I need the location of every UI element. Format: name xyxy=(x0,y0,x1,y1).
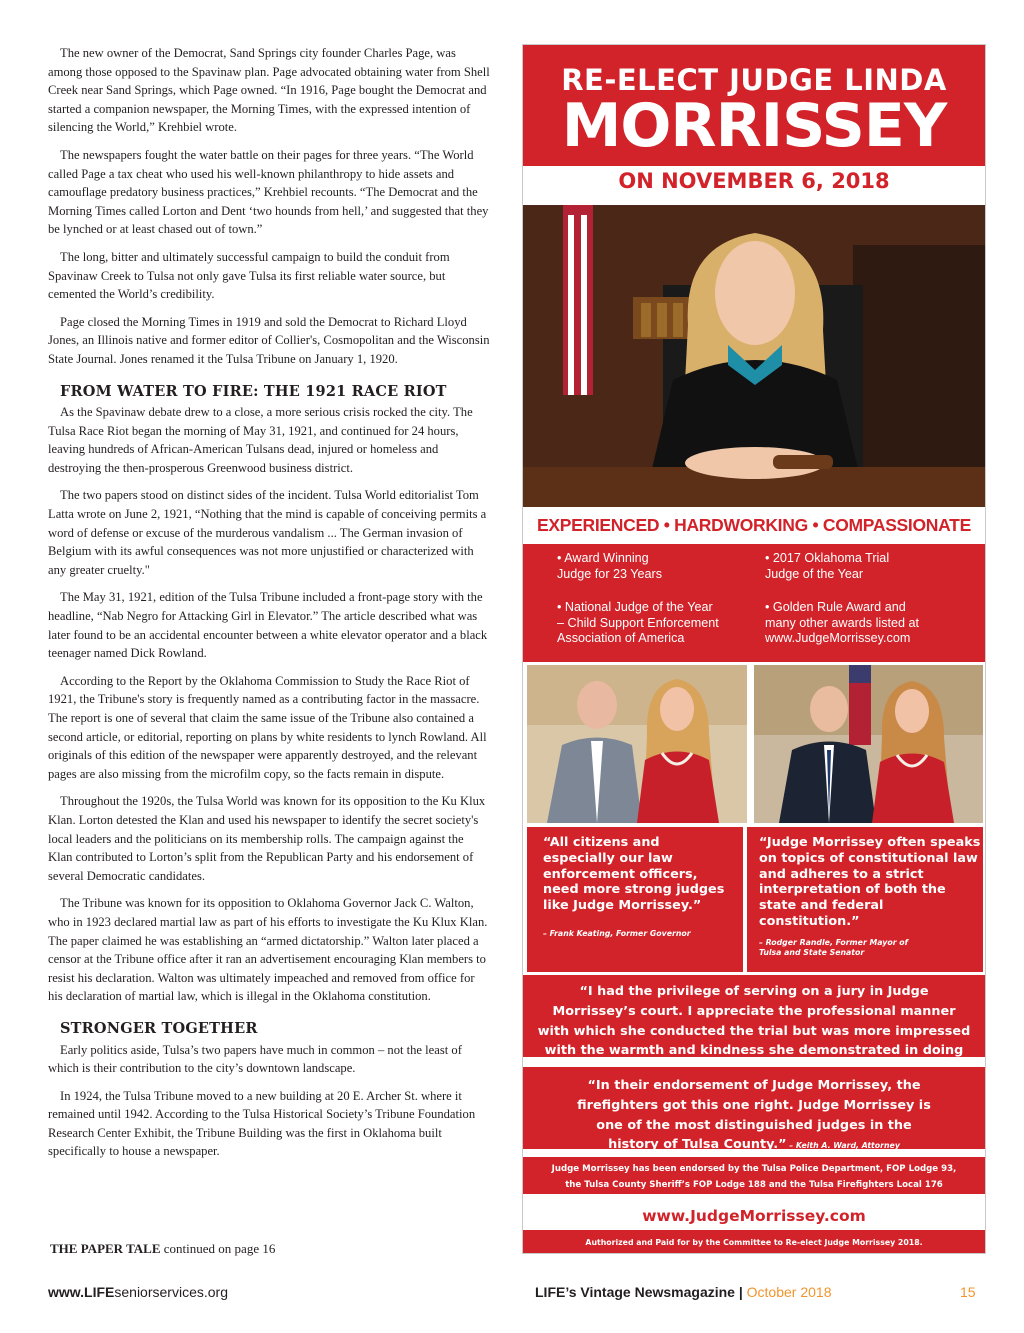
quote-box-randle xyxy=(747,827,983,972)
credential-item: • National Judge of the Year – Child Support Enforcement Association of America xyxy=(557,600,719,646)
campaign-advertisement xyxy=(522,44,986,1254)
quote-text: “All citizens and especially our law enforcement officers, need more strong judges like Judge Morrissey.” xyxy=(543,835,725,914)
article-paragraph: Early politics aside, Tulsa’s two papers have much in common – not the least of which is their contribution to the city’s downtown landscape. xyxy=(48,1042,462,1076)
quote-attribution: – Rodger Randle, Former Mayor of Tulsa and State Senator xyxy=(759,938,909,957)
quote-text: “I had the privilege of serving on a jury in Judge Morrissey’s court. I appreciate the professional manner with which she conducted the trial but was more impressed with the warmth and kindness she demonstrated in doing xyxy=(537,984,971,1059)
credential-item: • Golden Rule Award and many other awards listed at www.JudgeMorrissey.com xyxy=(765,600,919,646)
article-paragraph: The newspapers fought the water battle on their pages for three years. “The World called Page a tax cheat who used his well-known philanthropy to hide assets and camouflage predatory business practices,” Krehbiel recounts. “The Democrat and the Morning Times called Lorton and Dent ‘two hounds from hell,’ and suggested that they be lynched or at least chased out of town.” xyxy=(48,147,489,237)
article-paragraph: According to the Report by the Oklahoma Commission to Study the Race Riot of 1921, the Tribune's story is frequently named as a contributing factor in the massacre. The report is one of several that claim the same issue of the Tribune also contained a second article, or editorial, reporting on plans by white residents to lynch Rowland. All originals of this edition of the newspaper were apparently destroyed, and the relevant pages are also missing from the microfilm copy, so the facts remain in dispute. xyxy=(48,673,487,781)
quote-attribution: – Frank Keating, Former Governor xyxy=(543,929,691,938)
paid-for-disclaimer: Authorized and Paid for by the Committee to Re-elect Judge Morrissey 2018. xyxy=(523,1230,985,1254)
quote-box-couch xyxy=(523,975,985,1057)
footer-site-rest: seniorservices.org xyxy=(114,1284,228,1300)
section-heading-race-riot: FROM WATER TO FIRE: THE 1921 RACE RIOT xyxy=(60,382,447,400)
quote-attribution: – Keith A. Ward, Attorney xyxy=(786,1141,900,1151)
quote-body xyxy=(537,980,971,1079)
footer-issue-month: October 2018 xyxy=(746,1284,832,1300)
footer-site-bold: www.LIFE xyxy=(48,1284,115,1300)
quote-text: “In their endorsement of Judge Morrissey, the firefighters got this one right. Judge Morrissey is one of the most distinguished judges in the history of Tulsa County.” xyxy=(577,1078,931,1153)
quote-box-ward xyxy=(523,1067,985,1153)
page-number: 15 xyxy=(960,1284,976,1300)
footer-separator: | xyxy=(734,1284,747,1300)
quote-body xyxy=(573,1074,935,1153)
continued-notice xyxy=(50,1241,275,1257)
article-paragraph: As the Spavinaw debate drew to a close, a more serious crisis rocked the city. The Tulsa Race Riot began the morning of May 31, 1921, and continued for 24 hours, leaving hundreds of African-American Tulsans dead, injured or homeless and destroying the then-prosperous Greenwood business district. xyxy=(48,405,473,475)
article-paragraph: The long, bitter and ultimately successful campaign to build the conduit from Spavinaw Creek to Tulsa not only gave Tulsa its first reliable water source, but cemented the World’s credibility. xyxy=(48,249,450,302)
footer-website[interactable] xyxy=(48,1284,228,1300)
continued-text: continued on page 16 xyxy=(160,1241,276,1256)
article-paragraph: The Tribune was known for its opposition to Oklahoma Governor Jack C. Walton, who in 1923 declared martial law as part of his efforts to investigate the Ku Klux Klan. The paper claimed he was establishing an “armed dictatorship.” Walton later placed a censor at the Tribune office after it ran an advertisement encouraging Klan members to resist his declaration. Walton was ultimately impeached and removed from office for his declaration of martial law, which is illegal in the Oklahoma constitution. xyxy=(48,896,488,1004)
ad-headline-name: MORRISSEY xyxy=(561,91,947,161)
article-paragraph: The new owner of the Democrat, Sand Springs city founder Charles Page, was among those opposed to the Spavinaw plan. Page advocated obtaining water from Shell Creek near Sand Springs, which Page owned. “In 1916, Page bought the Democrat and started a companion newspaper, the Morning Times, with the expressed intention of silencing the World,” Krehbiel wrote. xyxy=(48,46,490,135)
article-paragraph: Page closed the Morning Times in 1919 and sold the Democrat to Richard Lloyd Jones, an Illinois native and former editor of Collier's, Cosmopolitan and the Wisconsin State Journal. Jones renamed it the Tulsa Tribune on January 1, 1920. xyxy=(48,314,490,366)
portrait-illustration xyxy=(523,205,985,507)
quote-text: “Judge Morrissey often speaks on topics of constitutional law and adheres to a strict interpretation of both the state and federal constitution.” xyxy=(759,835,981,929)
endorsement-statement: Judge Morrissey has been endorsed by the Tulsa Police Department, FOP Lodge 93, the Tulsa County Sheriff’s FOP Lodge 188 and the Tulsa Firefighters Local 176 xyxy=(523,1157,985,1194)
ad-tagline: EXPERIENCED • HARDWORKING • COMPASSIONATE xyxy=(537,515,971,535)
footer-publication xyxy=(535,1284,832,1300)
ad-headline-line-1: RE-ELECT JUDGE LINDA xyxy=(561,63,947,97)
article-column xyxy=(48,44,490,1170)
section-heading-stronger-together: STRONGER TOGETHER xyxy=(60,1019,258,1037)
article-paragraph: The May 31, 1921, edition of the Tulsa Tribune included a front-page story with the headline, “Nab Negro for Attacking Girl in Elevator.” The article described what was later found to be an accidental encounter between a white elevator operator and a black teenager named Dick Rowland. xyxy=(48,590,488,661)
ad-headline-banner xyxy=(523,45,985,166)
photo-judge-with-keating xyxy=(527,665,747,823)
article-paragraph: Throughout the 1920s, the Tulsa World was known for its opposition to the Ku Klux Klan. Lorton detested the Klan and used his newspaper to identify the secret society's local leaders and the politicians on its membership rolls. The campaign against the Klan contributed to Lorton’s split from the Republican Party and his endorsement of several Democratic candidates. xyxy=(48,794,486,883)
credentials-panel xyxy=(523,544,985,662)
article-paragraph: The two papers stood on distinct sides of the incident. Tulsa World editorialist Tom Latta wrote on June 2, 1921, “Nothing that the mind is capable of conceiving permits a word of defense or excuse of the murderous vandalism ... The German invasion of Belgium with its awful consequences was not more unjustified or characterized with any greater cruelty." xyxy=(48,488,487,577)
ad-election-date: ON NOVEMBER 6, 2018 xyxy=(618,169,890,193)
credential-item: • 2017 Oklahoma Trial Judge of the Year xyxy=(765,551,890,581)
article-paragraph: In 1924, the Tulsa Tribune moved to a new building at 20 E. Archer St. where it remained until 1942. According to the Tulsa Historical Society’s Tribune Foundation Research Center Exhibit, the Tribune Building was the first in Oklahoma built specifically to house a newspaper. xyxy=(48,1088,476,1159)
credential-item: • Award Winning Judge for 23 Years xyxy=(557,551,663,581)
photo-judge-with-randle xyxy=(754,665,983,823)
judge-portrait-photo xyxy=(523,205,985,507)
quote-box-keating xyxy=(527,827,743,972)
continued-title: THE PAPER TALE xyxy=(50,1241,161,1256)
endorsement-photos xyxy=(523,665,985,823)
footer-publication-name: LIFE’s Vintage Newsmagazine xyxy=(535,1284,735,1300)
campaign-website-link[interactable]: www.JudgeMorrissey.com xyxy=(642,1207,866,1225)
